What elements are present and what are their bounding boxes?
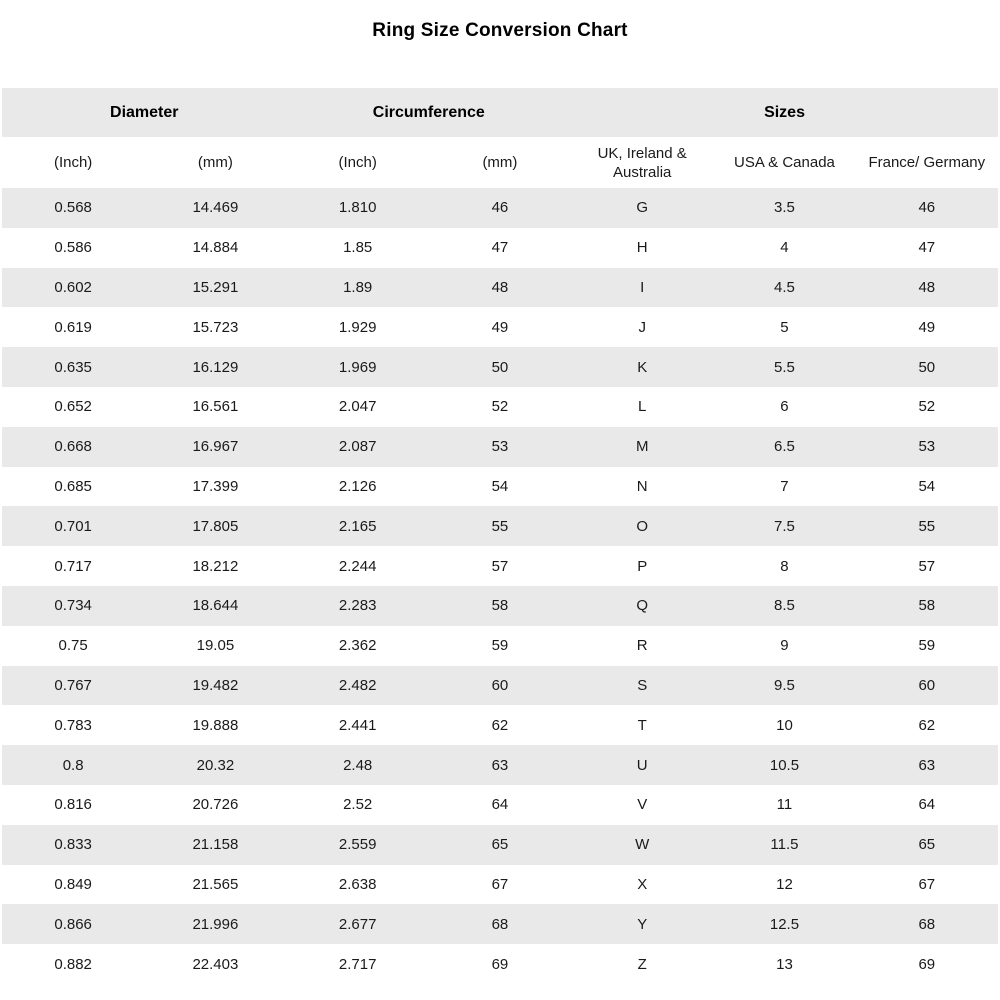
table-cell: 16.561 bbox=[192, 398, 239, 416]
table-cell: 60 bbox=[429, 666, 571, 706]
table-row bbox=[2, 666, 998, 706]
table-cell: 0.816 bbox=[54, 796, 92, 814]
table-cell: 57 bbox=[491, 557, 509, 575]
table-cell: 10.5 bbox=[713, 745, 855, 785]
table-cell: 2.441 bbox=[338, 716, 377, 734]
table-row bbox=[2, 188, 998, 228]
table-cell: 58 bbox=[429, 586, 571, 626]
table-cell: 12 bbox=[776, 875, 793, 893]
table-cell: 63 bbox=[856, 745, 998, 785]
group-header-circumference: Circumference bbox=[287, 88, 572, 137]
table-cell: 0.668 bbox=[2, 427, 144, 467]
table-cell: 6.5 bbox=[713, 427, 855, 467]
table-cell: 1.929 bbox=[338, 318, 377, 336]
table-row bbox=[2, 904, 998, 944]
table-cell: 21.996 bbox=[144, 904, 286, 944]
table-cell: J bbox=[638, 318, 646, 336]
table-row bbox=[2, 387, 998, 427]
table-cell: 48 bbox=[856, 268, 998, 308]
table-cell: N bbox=[636, 477, 648, 495]
table-cell: 20.32 bbox=[144, 745, 286, 785]
table-cell: 9 bbox=[780, 637, 789, 655]
table-cell: P bbox=[637, 557, 648, 575]
table-cell: 7 bbox=[780, 477, 789, 495]
table-cell: 64 bbox=[491, 796, 509, 814]
table-cell: M bbox=[571, 427, 713, 467]
table-cell: 2.087 bbox=[287, 427, 429, 467]
table-cell: 0.8 bbox=[2, 745, 144, 785]
table-cell: 4.5 bbox=[713, 268, 855, 308]
table-row bbox=[2, 506, 998, 546]
table-cell: 55 bbox=[429, 506, 571, 546]
table-cell: 21.158 bbox=[144, 825, 286, 865]
table-cell: 60 bbox=[856, 666, 998, 706]
group-header-sizes: Sizes bbox=[571, 88, 998, 137]
table-cell: 46 bbox=[429, 188, 571, 228]
table-row bbox=[2, 626, 998, 666]
table-cell: 65 bbox=[429, 825, 571, 865]
table-cell: 0.783 bbox=[54, 716, 92, 734]
table-cell: 0.75 bbox=[58, 637, 88, 655]
table-cell: 7.5 bbox=[713, 506, 855, 546]
table-cell: 2.283 bbox=[287, 586, 429, 626]
table-cell: 47 bbox=[918, 239, 936, 257]
table-cell: 49 bbox=[491, 318, 509, 336]
table-cell: 0.767 bbox=[2, 666, 144, 706]
table-row bbox=[2, 785, 998, 825]
table-cell: 5 bbox=[780, 318, 789, 336]
table-cell: 2.482 bbox=[287, 666, 429, 706]
table-cell: 16.129 bbox=[144, 347, 286, 387]
table-cell: 46 bbox=[856, 188, 998, 228]
table-cell: 22.403 bbox=[192, 955, 239, 973]
table-row bbox=[2, 268, 998, 308]
table-cell: R bbox=[636, 637, 648, 655]
table-cell: 1.969 bbox=[287, 347, 429, 387]
table-cell: 0.882 bbox=[54, 955, 92, 973]
table-cell: W bbox=[571, 825, 713, 865]
table-cell: 0.734 bbox=[2, 586, 144, 626]
table-cell: 2.244 bbox=[338, 557, 377, 575]
column-header-diameter-mm: (mm) bbox=[144, 137, 286, 188]
table-cell: 18.212 bbox=[192, 557, 239, 575]
table-row bbox=[2, 586, 998, 626]
table-cell: 53 bbox=[856, 427, 998, 467]
table-column-header-row bbox=[2, 137, 998, 188]
table-cell: 0.866 bbox=[2, 904, 144, 944]
table-cell: 13 bbox=[776, 955, 793, 973]
table-row bbox=[2, 546, 998, 586]
table-cell: 53 bbox=[429, 427, 571, 467]
table-cell: 69 bbox=[918, 955, 936, 973]
table-cell: I bbox=[571, 268, 713, 308]
table-row bbox=[2, 825, 998, 865]
table-cell: 55 bbox=[856, 506, 998, 546]
table-cell: 4 bbox=[780, 239, 789, 257]
table-cell: 2.677 bbox=[287, 904, 429, 944]
table-cell: 49 bbox=[918, 318, 936, 336]
table-cell: 0.635 bbox=[2, 347, 144, 387]
table-cell: O bbox=[571, 506, 713, 546]
table-row bbox=[2, 865, 998, 905]
table-cell: K bbox=[571, 347, 713, 387]
table-cell: 2.717 bbox=[338, 955, 377, 973]
table-cell: 48 bbox=[429, 268, 571, 308]
table-cell: 0.849 bbox=[54, 875, 92, 893]
column-header-diameter-inch: (Inch) bbox=[2, 137, 144, 188]
table-cell: 19.482 bbox=[144, 666, 286, 706]
table-row bbox=[2, 705, 998, 745]
table-cell: 63 bbox=[429, 745, 571, 785]
table-cell: 8.5 bbox=[713, 586, 855, 626]
table-cell: 11.5 bbox=[713, 825, 855, 865]
table-body bbox=[2, 188, 998, 984]
table-cell: H bbox=[636, 239, 648, 257]
table-cell: 2.047 bbox=[338, 398, 377, 416]
table-cell: 2.165 bbox=[287, 506, 429, 546]
table-row bbox=[2, 467, 998, 507]
ring-size-conversion-table bbox=[2, 88, 998, 984]
column-header-uk-ireland-australia: UK, Ireland & Australia bbox=[571, 137, 713, 188]
table-cell: S bbox=[571, 666, 713, 706]
table-cell: G bbox=[571, 188, 713, 228]
table-cell: T bbox=[637, 716, 647, 734]
table-cell: 8 bbox=[780, 557, 789, 575]
table-cell: 15.291 bbox=[144, 268, 286, 308]
column-header-france-germany: France/ Germany bbox=[856, 137, 998, 188]
table-cell: 52 bbox=[918, 398, 936, 416]
table-cell: 21.565 bbox=[192, 875, 239, 893]
table-cell: 0.717 bbox=[54, 557, 92, 575]
table-cell: U bbox=[571, 745, 713, 785]
table-cell: 68 bbox=[856, 904, 998, 944]
table-cell: 0.602 bbox=[2, 268, 144, 308]
table-cell: 2.48 bbox=[287, 745, 429, 785]
table-row bbox=[2, 745, 998, 785]
group-header-diameter: Diameter bbox=[2, 88, 287, 137]
table-cell: 20.726 bbox=[192, 796, 239, 814]
table-cell: 58 bbox=[856, 586, 998, 626]
table-cell: 17.399 bbox=[192, 477, 239, 495]
table-cell: 62 bbox=[491, 716, 509, 734]
table-cell: 62 bbox=[918, 716, 936, 734]
table-cell: 2.638 bbox=[338, 875, 377, 893]
table-cell: 14.469 bbox=[144, 188, 286, 228]
table-cell: 19.888 bbox=[192, 716, 239, 734]
table-cell: 1.89 bbox=[287, 268, 429, 308]
table-cell: 0.833 bbox=[2, 825, 144, 865]
table-row bbox=[2, 228, 998, 268]
table-cell: 59 bbox=[918, 637, 936, 655]
table-cell: 69 bbox=[491, 955, 509, 973]
table-cell: 64 bbox=[918, 796, 936, 814]
table-cell: 1.85 bbox=[343, 239, 373, 257]
table-cell: 54 bbox=[918, 477, 936, 495]
table-cell: 0.586 bbox=[54, 239, 92, 257]
table-cell: Q bbox=[571, 586, 713, 626]
table-cell: 2.362 bbox=[338, 637, 377, 655]
table-cell: 5.5 bbox=[713, 347, 855, 387]
table-cell: 14.884 bbox=[192, 239, 239, 257]
table-cell: 0.619 bbox=[54, 318, 92, 336]
table-cell: 16.967 bbox=[144, 427, 286, 467]
table-cell: 10 bbox=[776, 716, 793, 734]
page-title: Ring Size Conversion Chart bbox=[372, 20, 628, 41]
table-cell: 0.685 bbox=[54, 477, 92, 495]
table-row bbox=[2, 347, 998, 387]
column-header-usa-canada: USA & Canada bbox=[713, 137, 855, 188]
table-group-header-row bbox=[2, 88, 998, 137]
table-cell: X bbox=[637, 875, 648, 893]
table-cell: 57 bbox=[918, 557, 936, 575]
table-row bbox=[2, 944, 998, 984]
table-cell: 54 bbox=[491, 477, 509, 495]
table-cell: 50 bbox=[856, 347, 998, 387]
table-cell: 59 bbox=[491, 637, 509, 655]
column-header-circumference-inch: (Inch) bbox=[287, 137, 429, 188]
table-cell: 15.723 bbox=[192, 318, 239, 336]
table-row bbox=[2, 427, 998, 467]
table-cell: 2.52 bbox=[343, 796, 373, 814]
column-header-circumference-mm: (mm) bbox=[429, 137, 571, 188]
table-cell: 0.652 bbox=[54, 398, 92, 416]
table-cell: 50 bbox=[429, 347, 571, 387]
table-cell: Y bbox=[571, 904, 713, 944]
table-cell: 11 bbox=[776, 796, 793, 814]
table-cell: 9.5 bbox=[713, 666, 855, 706]
table-cell: 2.126 bbox=[338, 477, 377, 495]
table-cell: 12.5 bbox=[713, 904, 855, 944]
table-cell: 17.805 bbox=[144, 506, 286, 546]
table-cell: 67 bbox=[491, 875, 509, 893]
table-cell: 65 bbox=[856, 825, 998, 865]
table-cell: Z bbox=[637, 955, 647, 973]
table-cell: 0.568 bbox=[2, 188, 144, 228]
table-cell: 67 bbox=[918, 875, 936, 893]
table-cell: 68 bbox=[429, 904, 571, 944]
table-cell: 1.810 bbox=[287, 188, 429, 228]
table-cell: 3.5 bbox=[713, 188, 855, 228]
table-cell: 0.701 bbox=[2, 506, 144, 546]
table-row bbox=[2, 307, 998, 347]
table-cell: 2.559 bbox=[287, 825, 429, 865]
table-cell: L bbox=[638, 398, 647, 416]
table-cell: 47 bbox=[491, 239, 509, 257]
table-cell: 18.644 bbox=[144, 586, 286, 626]
table-cell: 6 bbox=[780, 398, 789, 416]
table-cell: V bbox=[637, 796, 648, 814]
table-cell: 52 bbox=[491, 398, 509, 416]
table-cell: 19.05 bbox=[196, 637, 235, 655]
